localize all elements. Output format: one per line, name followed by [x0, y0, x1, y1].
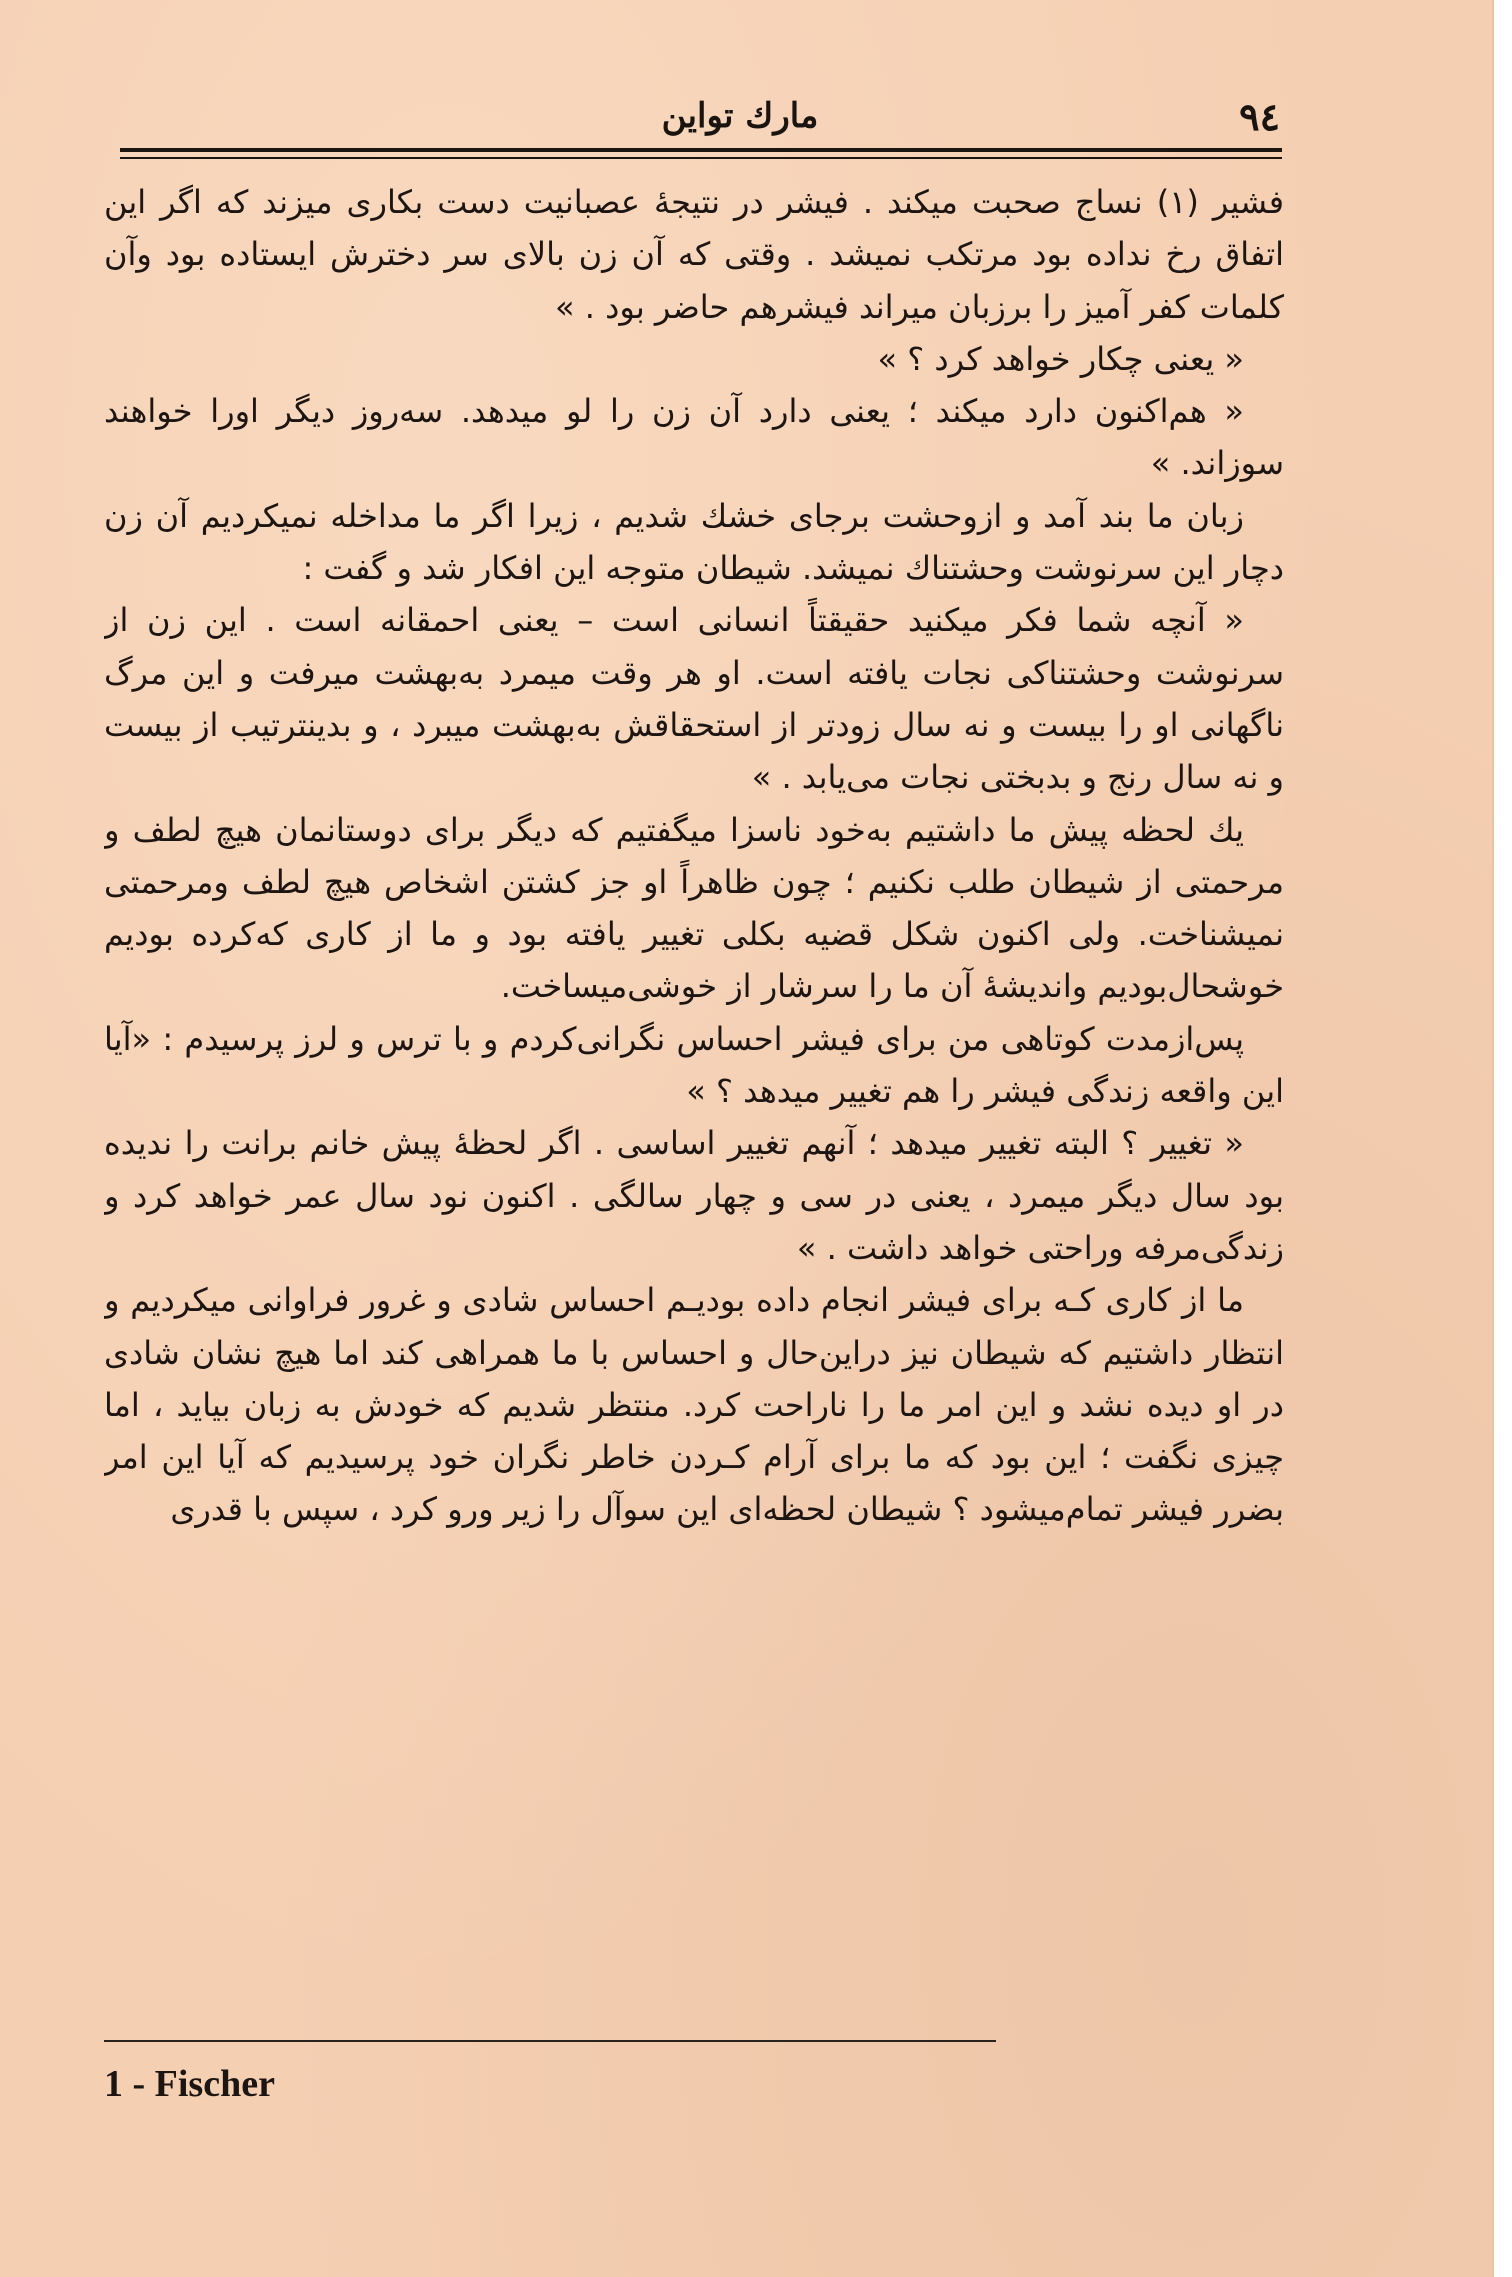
paragraph: ما از کاری کـه برای فیشر انجام داده بودیـم احساس شادی و غرور فراوانی میکردیم و انتظار داشتیم که شیطان نیز دراین‌حال و احساس با ما همراهی کند اما هیچ نشان شادی در او دیده نشد و این امر ما را ناراحت کرد. منتظر شدیم که خودش به زبان بیاید ، اما چیزی نگفت ؛ این بود که ما برای آرام کـردن خاطر نگران خود پرسیدیم که آیا این امر بضرر فیشر تمام‌میشود ؟ شیطان لحظه‌ای این سوآل را زیر ورو کرد ، سپس با قدری [104, 1281, 1284, 1529]
paragraph: فشير (۱) نساج صحبت میکند . فیشر در نتیجهٔ عصبانیت دست بکاری میزند که اگر این اتفاق رخ نداده بود مرتکب نمیشد . وقتی که آن زن بالای سر دخترش ایستاده بود وآن کلمات کفر آمیز را برزبان میراند فیشرهم حاضر بود . » [104, 183, 1284, 326]
footnote: 1 - Fischer [104, 2063, 275, 2105]
paragraph: « یعنی چکار خواهد کرد ؟ » [877, 339, 1244, 378]
header-rule-thick [120, 148, 1282, 152]
footnote-rule [104, 2040, 996, 2042]
paragraph: « آنچه شما فکر میکنید حقیقتاً انسانی است – یعنی احمقانه است . این زن از سرنوشت وحشتناکی نجات یافته است. او هر وقت میمرد به‌بهشت میرفت و این مرگ ناگهانی او را بیست و نه سال زودتر از استحقاقش به‌بهشت میبرد ، و بدینترتیب از بیست و نه سال رنج و بدبختی نجات می‌یابد . » [104, 601, 1284, 797]
page-header [120, 92, 1280, 152]
paragraph: پس‌ازمدت کوتاهی من برای فیشر احساس نگرانی‌کردم و با ترس و لرز پرسیدم : «آیا این واقعه زندگی فیشر را هم تغییر میدهد ؟ » [104, 1019, 1284, 1111]
body-text [104, 176, 1284, 2016]
running-title: مارك تواين [661, 96, 819, 136]
paragraph: « تغییر ؟ البته تغییر میدهد ؛ آنهم تغییر اساسی . اگر لحظهٔ پیش خانم برانت را ندیده بود سال دیگر میمرد ، یعنی در سی و چهار سالگی . اکنون نود سال عمر خواهد کرد و زندگی‌مرفه وراحتی خواهد داشت . » [104, 1124, 1284, 1267]
page-number: ۹٤ [1239, 94, 1280, 139]
paragraph: زبان ما بند آمد و ازوحشت برجای خشك شدیم ، زیرا اگر ما مداخله نمیکردیم آن زن دچار این سرنوشت وحشتناك نمیشد. شیطان متوجه این افکار شد و گفت : [104, 496, 1284, 588]
paragraph: یك لحظه پیش ما داشتیم به‌خود ناسزا میگفتیم که دیگر برای دوستانمان هیچ لطف و مرحمتی از شیطان طلب نکنیم ؛ چون ظاهراً او جز کشتن اشخاص هیچ لطف ومرحمتی نمیشناخت. ولی اکنون شکل قضیه بکلی تغییر یافته بود و ما از کاری که‌کرده بودیم خوشحال‌بودیم واندیشهٔ آن ما را سرشار از خوشی‌میساخت. [104, 810, 1284, 1006]
header-rule-thin [120, 157, 1282, 159]
paragraph: « هم‌اکنون دارد میکند ؛ یعنی دارد آن زن را لو میدهد. سه‌روز دیگر اورا خواهند سوزاند. » [104, 392, 1284, 483]
